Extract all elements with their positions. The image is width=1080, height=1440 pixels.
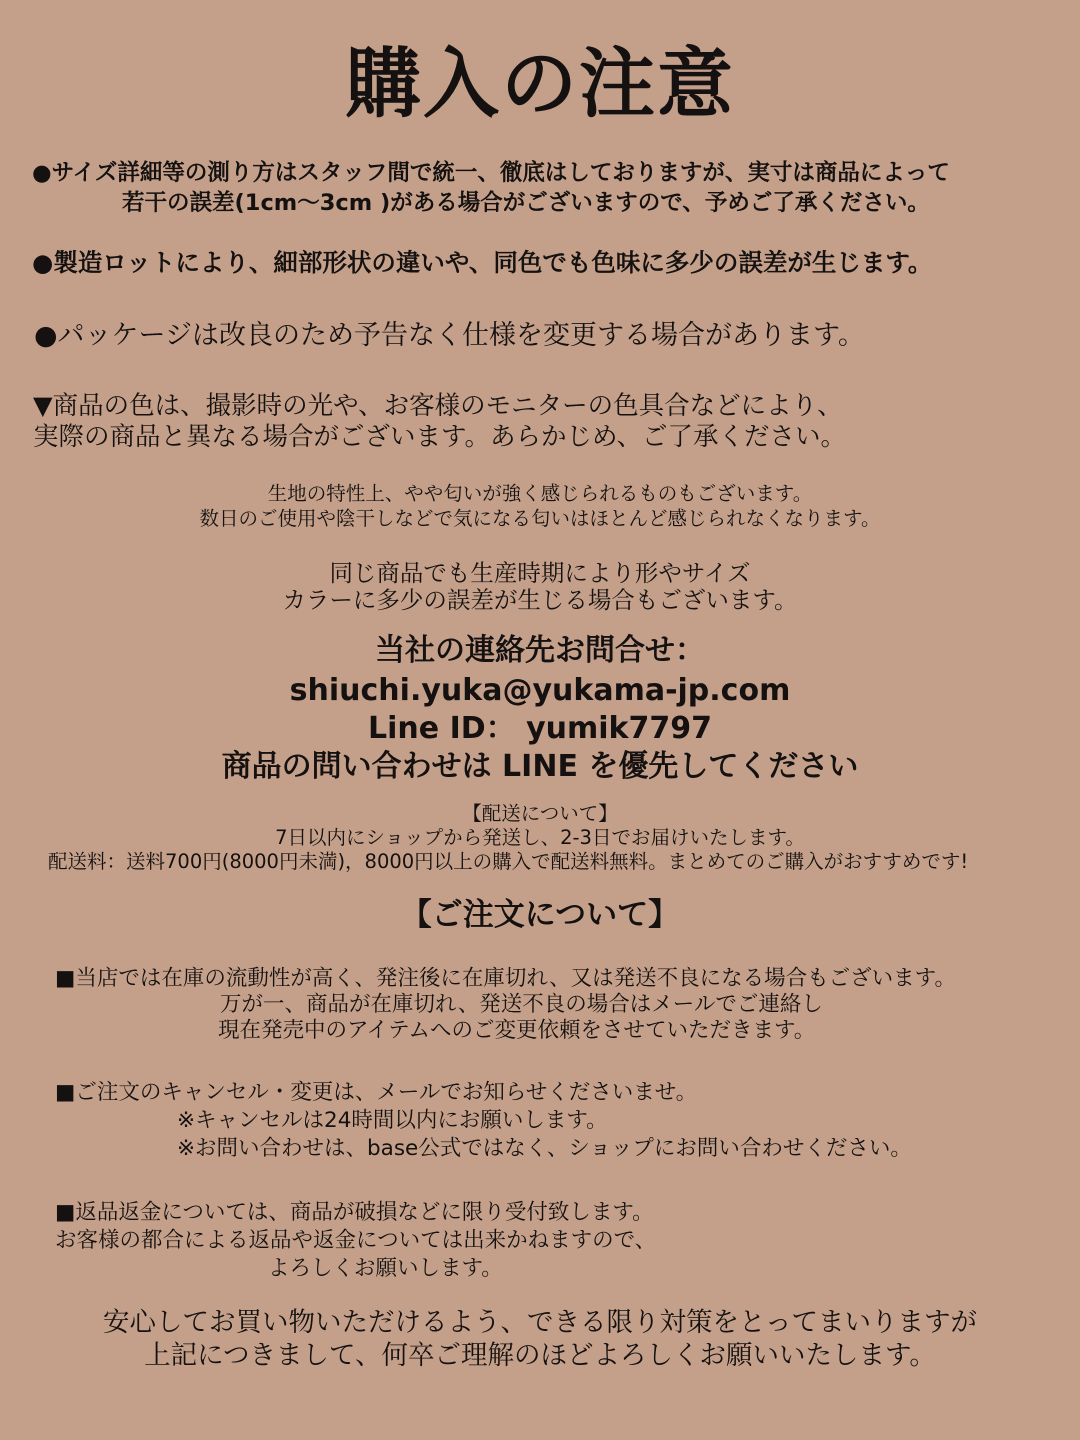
closing-line-2: 上記につきまして、何卒ご理解のほどよろしくお願いいたします。 [144, 1340, 936, 1371]
stock-note-line-1: ■当店では在庫の流動性が高く、発注後に在庫切れ、又は発送不良になる場合もございます。 [55, 966, 956, 991]
shipping-heading: 【配送について】 [462, 802, 618, 825]
order-heading: 【ご注文について】 [400, 897, 680, 933]
return-note-line-2: お客様の都合による返品や返金については出来かねますので、 [55, 1228, 657, 1253]
variation-note-line-2: カラーに多少の誤差が生じる場合もございます。 [282, 586, 798, 614]
shipping-line-1: 7日以内にショップから発送し、2-3日でお届けいたします。 [275, 826, 805, 849]
color-note-line-1: ▼商品の色は、撮影時の光や、お客様のモニターの色具合などにより、 [33, 391, 843, 421]
fabric-note-line-2: 数日のご使用や陰干しなどで気になる匂いはほとんど感じられなくなります。 [199, 507, 881, 530]
measurement-note-line-2: 若干の誤差(1cm～3cm )がある場合がございますので、予めご了承ください。 [122, 190, 930, 216]
return-note-line-3: よろしくお願いします。 [268, 1256, 503, 1281]
shipping-line-2: 配送料：送料700円(8000円未満)，8000円以上の購入で配送料無料。まとめてのご購入がおすすめです! [48, 850, 969, 873]
contact-line-id: Line ID： yumik7797 [368, 711, 712, 746]
variation-note-line-1: 同じ商品でも生産時期により形やサイズ [329, 559, 751, 587]
cancel-note-line-1: ■ご注文のキャンセル・変更は、メールでお知らせくださいませ。 [55, 1080, 698, 1105]
stock-note-line-3: 現在発売中のアイテムへのご変更依頼をさせていただきます。 [218, 1018, 816, 1043]
page-title: 購入の注意 [345, 39, 735, 128]
packaging-note: ●パッケージは改良のため予告なく仕様を変更する場合があります。 [34, 320, 865, 351]
contact-email[interactable]: shiuchi.yuka@yukama-jp.com [289, 673, 791, 708]
measurement-note-line-1: ●サイズ詳細等の測り方はスタッフ間で統一、徹底はしておりますが、実寸は商品によって [32, 160, 950, 186]
cancel-note-line-2: ※キャンセルは24時間以内にお願いします。 [177, 1108, 608, 1133]
stock-note-line-2: 万が一、商品が在庫切れ、発送不良の場合はメールでご連絡し [220, 992, 823, 1017]
line-priority-notice: 商品の問い合わせは LINE を優先してください [221, 749, 859, 784]
contact-heading: 当社の連絡先お問合せ： [375, 633, 705, 668]
closing-line-1: 安心してお買い物いただけるよう、できる限り対策をとってまいりますが [103, 1307, 977, 1338]
return-note-line-1: ■返品返金については、商品が破損などに限り受付致します。 [55, 1200, 654, 1225]
cancel-note-line-3: ※お問い合わせは、base公式ではなく、ショップにお問い合わせください。 [177, 1136, 912, 1161]
manufacturing-note: ●製造ロットにより、細部形状の違いや、同色でも色味に多少の誤差が生じます。 [32, 248, 933, 277]
fabric-note-line-1: 生地の特性上、やや匂いが強く感じられるものもございます。 [267, 482, 813, 505]
color-note-line-2: 実際の商品と異なる場合がございます。あらかじめ、ご了承ください。 [33, 422, 846, 452]
